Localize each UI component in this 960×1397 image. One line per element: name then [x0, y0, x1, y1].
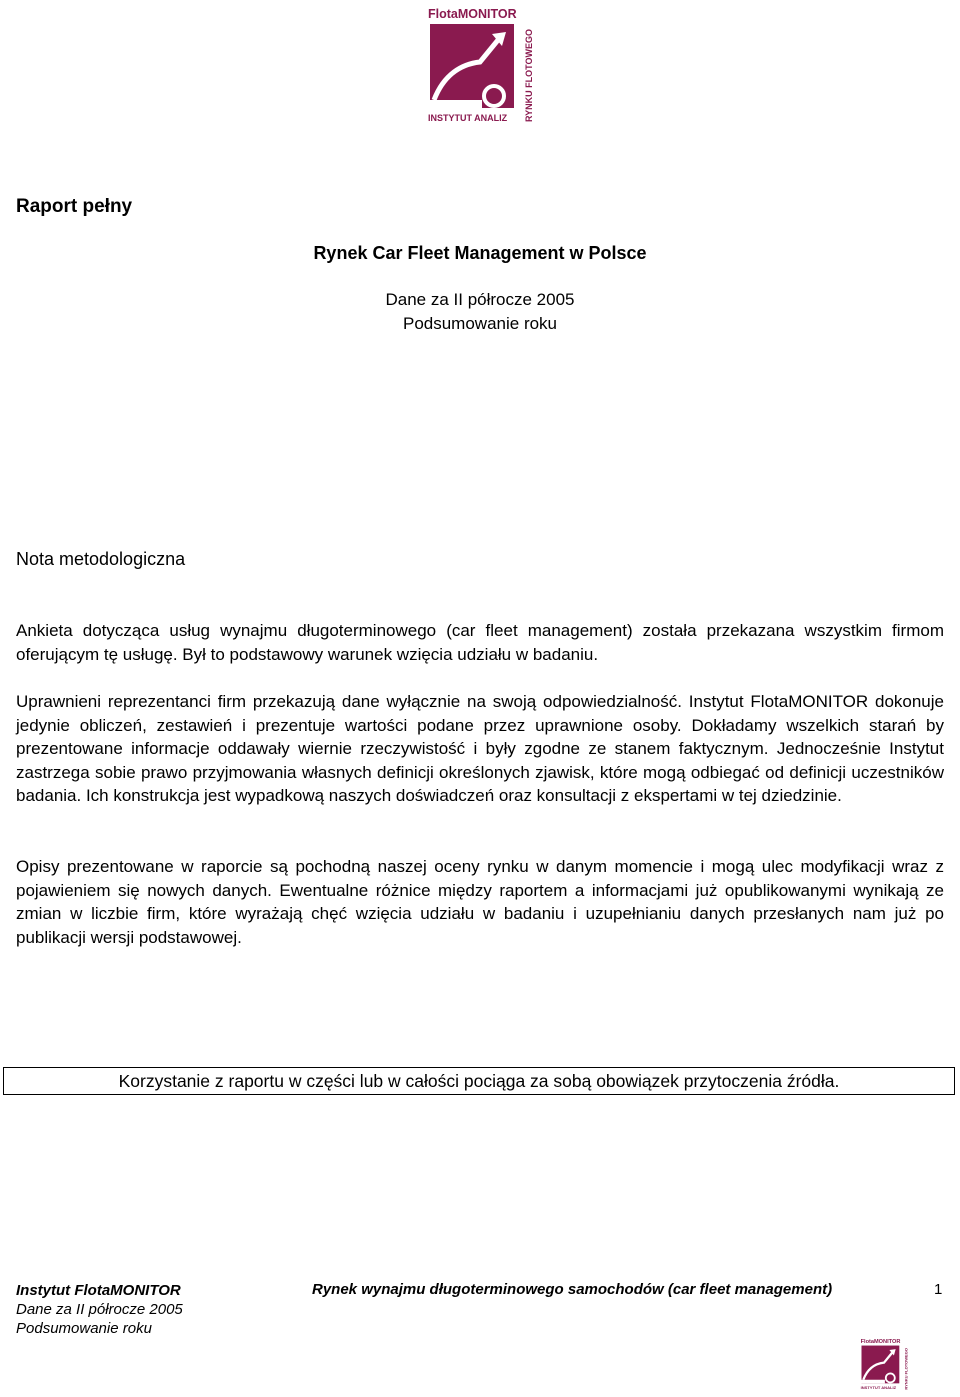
- citation-notice: Korzystanie z raportu w części lub w całości pociąga za sobą obowiązek przytoczenia źródła.: [3, 1067, 955, 1095]
- methodology-title: Nota metodologiczna: [16, 549, 186, 569]
- logo-small-bottom-text: INSTYTUT ANALIZ: [860, 1385, 897, 1391]
- wheel-icon: [484, 86, 504, 106]
- flotamonitor-logo: [420, 4, 540, 126]
- report-title: Rynek Car Fleet Management w Polsce: [313, 243, 647, 263]
- wheel-icon: [886, 1373, 895, 1382]
- logo-small-side-text: RYNKU FLOTOWEGO: [903, 1347, 909, 1390]
- footer-summary: Podsumowanie roku: [16, 1320, 152, 1337]
- logo-small-brand-text: FlotaMONITOR: [860, 1338, 901, 1345]
- methodology-paragraph-3: Opisy prezentowane w raporcie są pochodną naszej oceny rynku w danym momencie i mogą ulec modyfikacji wraz z pojawieniem się nowych danych. Ewentualne różnice między raportem a informacjami już opublikowanymi wynikają ze zmian w liczbie firm, które wyrażają chęć wzięcia udziału w badaniu i uzupełnianiu danych przesłanych nam już po publikacji wersji podstawowej.: [16, 857, 944, 948]
- logo-bottom-text: INSTYTUT ANALIZ: [428, 113, 508, 123]
- page-number: 1: [934, 1281, 943, 1298]
- logo-side-text: RYNKU FLOTOWEGO: [524, 29, 534, 122]
- footer-institute: Instytut FlotaMONITOR: [16, 1282, 181, 1299]
- report-summary: Podsumowanie roku: [402, 314, 558, 333]
- report-type: Raport pełny: [16, 196, 133, 217]
- report-period: Dane za II półrocze 2005: [385, 290, 575, 309]
- footer-left: [16, 1281, 183, 1338]
- flotamonitor-logo-small: [857, 1336, 911, 1392]
- footer-report-title: Rynek wynajmu długoterminowego samochodów (car fleet management): [312, 1281, 833, 1298]
- methodology-paragraph-1: Ankieta dotycząca usług wynajmu długoterminowego (car fleet management) została przekazana wszystkim firmom oferującym tę usługę. Był to podstawowy warunek wzięcia udziału w badaniu.: [16, 621, 944, 664]
- footer-period: Dane za II półrocze 2005: [16, 1301, 183, 1318]
- methodology-paragraph-2: Uprawnieni reprezentanci firm przekazują dane wyłącznie na swoją odpowiedzialność. Instytut FlotaMONITOR dokonuje jedynie obliczeń, zestawień i prezentuje wartości podane przez uprawnione osoby. Dokładamy wszelkich starań by prezentowane informacje oddawały wiernie rzeczywistość i były zgodne ze stanem faktycznym. Jednocześnie Instytut zastrzega sobie prawo przyjmowania własnych definicji określonych zjawisk, które mogą odbiegać od definicji uczestników badania. Ich konstrukcja jest wypadkową naszych doświadczeń oraz konsultacji z ekspertami w tej dziedzinie.: [16, 692, 944, 805]
- logo-brand-text: FlotaMONITOR: [428, 7, 517, 21]
